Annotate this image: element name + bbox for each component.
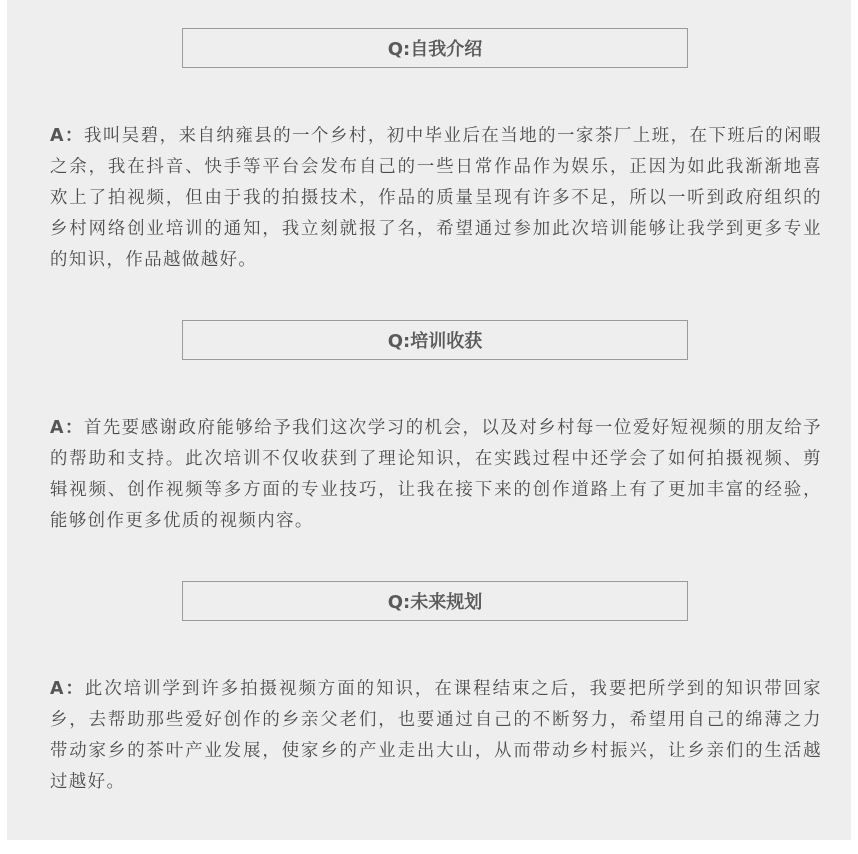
answer-paragraph-plans — [50, 674, 822, 798]
answer-label: A： — [50, 679, 85, 699]
answer-text: 此次培训学到许多拍摄视频方面的知识，在课程结束之后，我要把所学到的知识带回家乡，去帮助那些爱好创作的乡亲父老们，也要通过自己的不断努力，希望用自己的绵薄之力带动家乡的茶叶产业发展，使家乡的产业走出大山，从而带动乡村振兴，让乡亲们的生活越过越好。 — [50, 679, 823, 792]
question-heading: Q:自我介绍 — [387, 39, 483, 60]
question-heading: Q:未来规划 — [387, 592, 483, 613]
question-heading: Q:培训收获 — [387, 331, 483, 352]
answer-paragraph-gains — [50, 413, 822, 537]
answer-text: 首先要感谢政府能够给予我们这次学习的机会，以及对乡村每一位爱好短视频的朋友给予的帮助和支持。此次培训不仅收获到了理论知识，在实践过程中还学会了如何拍摄视频、剪辑视频、创作视频等多方面的专业技巧，让我在接下来的创作道路上有了更加丰富的经验，能够创作更多优质的视频内容。 — [50, 418, 823, 531]
question-box-intro — [182, 28, 688, 68]
question-box-gains — [182, 320, 688, 360]
answer-label: A： — [50, 126, 84, 146]
answer-text: 我叫吴碧，来自纳雍县的一个乡村，初中毕业后在当地的一家茶厂上班，在下班后的闲暇之余，我在抖音、快手等平台会发布自己的一些日常作品作为娱乐，正因为如此我渐渐地喜欢上了拍视频，但由于我的拍摄技术，作品的质量呈现有许多不足，所以一听到政府组织的乡村网络创业培训的通知，我立刻就报了名，希望通过参加此次培训能够让我学到更多专业的知识，作品越做越好。 — [50, 126, 823, 270]
answer-label: A： — [50, 418, 84, 438]
interview-panel — [7, 0, 851, 840]
question-box-plans — [182, 581, 688, 621]
answer-paragraph-intro — [50, 121, 822, 276]
